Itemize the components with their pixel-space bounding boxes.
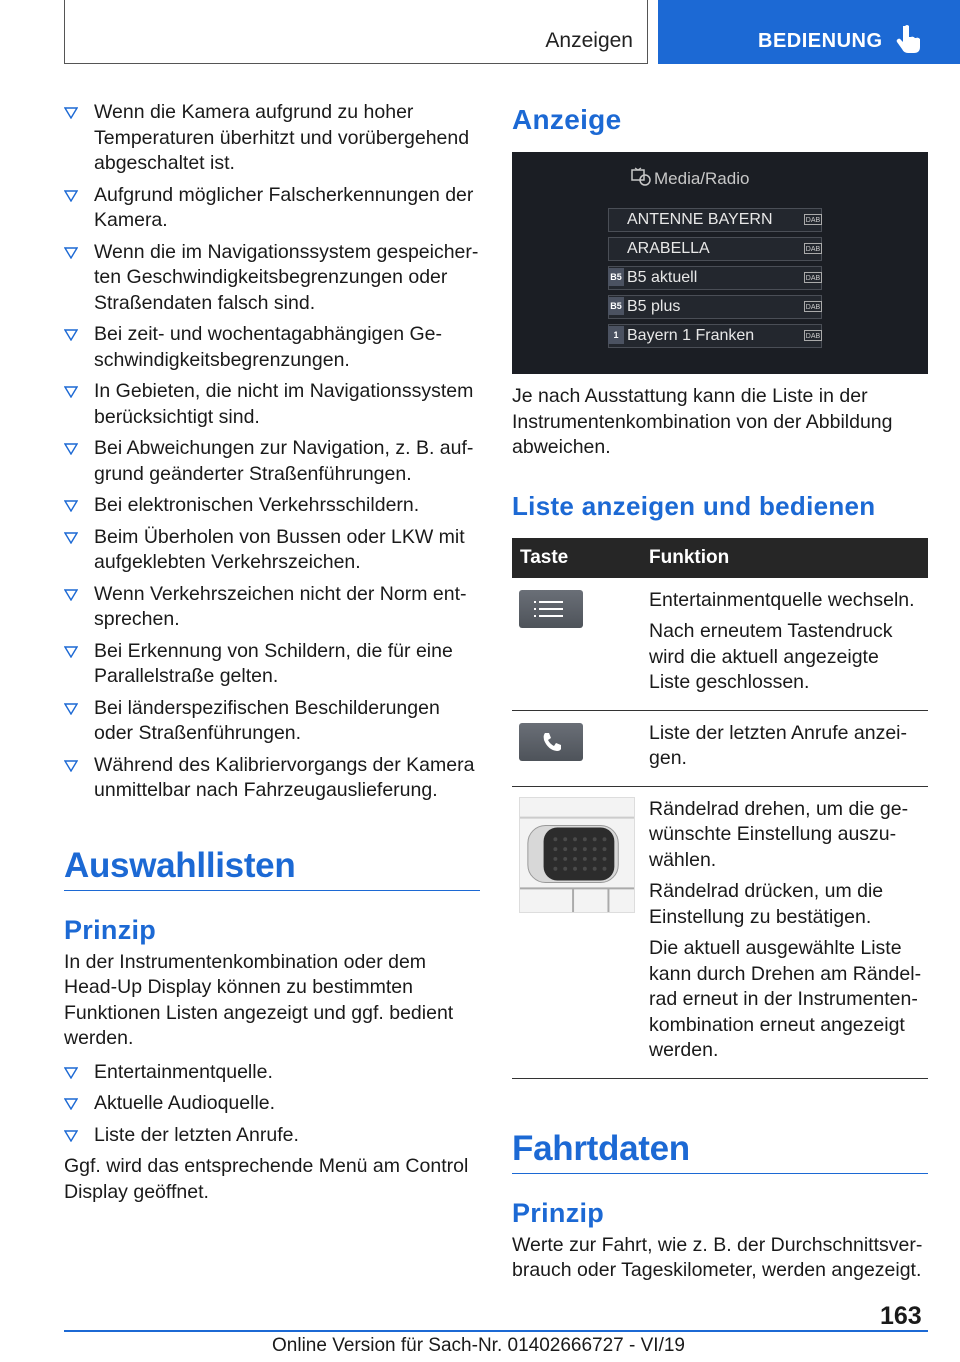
display-heading: Anzeige [512,104,622,135]
condition-bullet [64,240,480,317]
function-description: Nach erneutem Tastendruck wird die aktuell angezeigte Liste geschlossen. [649,620,893,693]
table-header-function: Funktion [641,538,928,578]
function-description: Rändelrad drücken, um die Einstellung zu bestätigen. [649,880,884,928]
bullet-triangle-icon [64,1130,78,1142]
function-description: Die aktuell ausgewählte Liste kann durch Drehen am Rändelrad erneut in der Instrumentenkombination erneut angezeigt werden. [649,937,922,1061]
footer-online-version: Online Version für Sach-Nr. 01402666727 - VI/19 [272,1335,685,1356]
bullet-triangle-icon [64,646,78,658]
footer-rule-right [862,1330,928,1332]
condition-bullet [64,183,480,234]
list-type-bullet [64,1123,480,1149]
media-list-item [608,208,822,232]
list-type-bullet-text: Liste der letzten Anrufe. [94,1123,299,1146]
table-cell-function [641,710,928,786]
chapter-title: Auswahllisten [64,840,480,891]
dab-badge: DAB [804,243,822,254]
station-badge: 1 [608,326,624,344]
condition-bullet-text: Wenn die Kamera aufgrund zu hoher Temperaturen überhitzt und vorübergehend abgeschaltet ist. [94,101,470,174]
media-list-item [608,295,822,319]
condition-bullet-text: Bei Erkennung von Schildern, die für eine Parallelstraße gelten. [94,639,453,687]
header-chapter-title: BEDIENUNG [758,30,883,52]
right-column [512,100,928,1290]
principle-text: In der Instrumentenkombination oder dem Head-Up Display können zu bestimmten Funktionen Listen angezeigt und ggf. bedient werden. [64,950,454,1049]
thumbwheel-icon [519,797,635,913]
trip-principle-text: Werte zur Fahrt, wie z. B. der Durchschnittsverbrauch oder Tageskilometer, werden angezeigt. [512,1233,923,1281]
list-types-bullet-list [64,1060,480,1149]
condition-bullet [64,639,480,690]
media-caption: Je nach Ausstattung kann die Liste in der Instrumentenkombination von der Abbildung abweichen. [512,385,893,458]
condition-bullet [64,379,480,430]
list-type-bullet-text: Entertainmentquelle. [94,1060,273,1083]
function-description: Entertainmentquelle wechseln. [649,588,915,611]
condition-bullet-text: Während des Kalibriervorgangs der Kamera unmittelbar nach Fahrzeugauslieferung. [94,753,475,801]
bullet-triangle-icon [64,1067,78,1079]
table-cell-function [641,578,928,711]
station-badge: B5 [608,268,624,286]
function-table [512,538,928,1079]
condition-bullet-text: In Gebieten, die nicht im Navigationssystem berücksichtigt sind. [94,380,474,428]
condition-bullet [64,493,480,519]
bullet-triangle-icon [64,247,78,259]
condition-bullet-list [64,100,480,804]
list-type-bullet [64,1060,480,1086]
condition-bullet-text: Wenn Verkehrszeichen nicht der Norm entsprechen. [94,582,467,630]
table-cell-function [641,786,928,1078]
bullet-triangle-icon [64,589,78,601]
bullet-triangle-icon [64,329,78,341]
table-row [512,710,928,786]
bullet-triangle-icon [64,386,78,398]
left-column [64,100,480,1211]
function-description: Rändelrad drehen, um die gewünschte Einstellung auszuwählen. [649,797,909,871]
media-list-item [608,237,822,261]
footer-rule [64,1330,862,1332]
condition-bullet [64,525,480,576]
media-radio-screenshot [512,152,928,374]
closing-text: Ggf. wird das entsprechende Menü am Control Display geöffnet. [64,1155,469,1203]
phone-icon [519,723,583,761]
condition-bullet-text: Wenn die im Navigationssystem gespeicherten Geschwindigkeitsbegrenzungen oder Straßendaten falsch sind. [94,240,479,314]
dab-badge: DAB [804,214,822,225]
condition-bullet [64,322,480,373]
trip-principle-heading: Prinzip [512,1197,605,1228]
station-name: ANTENNE BAYERN [627,211,773,228]
bullet-triangle-icon [64,532,78,544]
condition-bullet-text: Bei länderspezifischen Beschilderungen oder Straßenführungen. [94,696,440,744]
table-row [512,578,928,711]
trip-chapter-title: Fahrtdaten [512,1123,928,1174]
condition-bullet-text: Beim Überholen von Bussen oder LKW mit aufgeklebten Verkehrszeichen. [94,525,465,573]
dab-badge: DAB [804,301,822,312]
media-list-item [608,324,822,348]
header-section-box [64,0,648,64]
list-icon [519,590,583,628]
header-section-title: Anzeigen [545,29,633,52]
table-row [512,786,928,1078]
list-type-bullet-text: Aktuelle Audioquelle. [94,1092,276,1114]
station-name: Bayern 1 Franken [627,327,755,344]
dab-badge: DAB [804,272,822,283]
bullet-triangle-icon [64,190,78,202]
condition-bullet [64,696,480,747]
media-list-item [608,266,822,290]
bullet-triangle-icon [64,500,78,512]
header-chapter-tab [658,0,960,64]
page-number: 163 [880,1302,922,1330]
station-name: ARABELLA [627,240,710,257]
bullet-triangle-icon [64,443,78,455]
condition-bullet-text: Bei zeit- und wochentagabhängigen Geschwindigkeitsbegrenzungen. [94,323,442,371]
bullet-triangle-icon [64,760,78,772]
table-cell-key [512,786,641,1078]
pointing-hand-icon [896,24,922,54]
condition-bullet-text: Bei Abweichungen zur Navigation, z. B. aufgrund geänderter Straßenführungen. [94,437,474,485]
bullet-triangle-icon [64,1098,78,1110]
principle-heading: Prinzip [64,914,157,945]
list-type-bullet [64,1091,480,1117]
condition-bullet-text: Aufgrund möglicher Falscherkennungen der Kamera. [94,183,474,231]
table-header-key: Taste [512,538,641,578]
condition-bullet [64,582,480,633]
condition-bullet-text: Bei elektronischen Verkehrsschildern. [94,494,420,516]
table-cell-key [512,710,641,786]
station-name: B5 aktuell [627,269,698,286]
condition-bullet [64,753,480,804]
dab-badge: DAB [804,330,822,341]
condition-bullet [64,100,480,177]
list-heading: Liste anzeigen und bedienen [512,490,876,521]
bullet-triangle-icon [64,107,78,119]
table-cell-key [512,578,641,711]
function-description: Liste der letzten Anrufe anzeigen. [649,721,907,769]
media-radio-icon [630,166,652,188]
condition-bullet [64,436,480,487]
bullet-triangle-icon [64,703,78,715]
media-title: Media/Radio [654,169,750,188]
station-badge: B5 [608,297,624,315]
station-name: B5 plus [627,298,681,315]
